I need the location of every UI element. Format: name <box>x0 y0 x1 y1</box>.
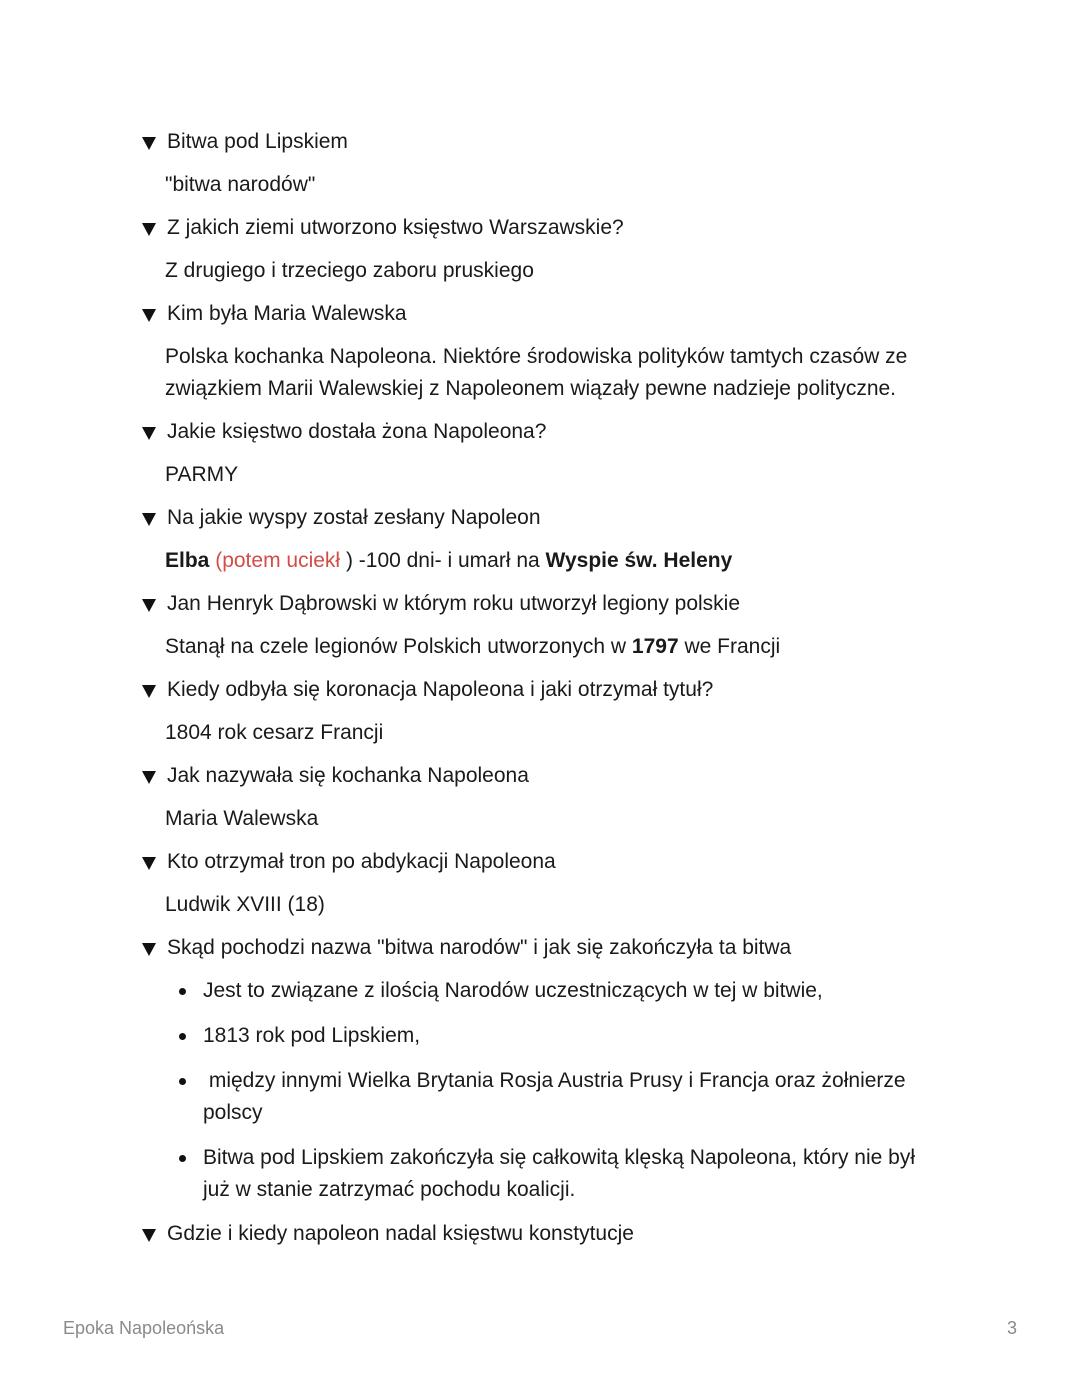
page-number: 3 <box>1006 1318 1017 1338</box>
list-item <box>178 1142 940 1206</box>
list-item <box>178 1020 940 1052</box>
toggle-question: Na jakie wyspy został zesłany Napoleon <box>167 506 541 529</box>
toggle-question: Skąd pochodzi nazwa "bitwa narodów" i jak się zakończyła ta bitwa <box>167 936 792 959</box>
toggle-bitwa-narodow <box>140 933 940 1206</box>
toggle-ksiestwo-zony <box>140 417 940 491</box>
toggle-answer: Maria Walewska <box>165 807 319 830</box>
toggle-header[interactable] <box>140 1219 940 1249</box>
bullet-dot-icon <box>179 1155 186 1162</box>
toggle-question: Jan Henryk Dąbrowski w którym roku utworzył legiony polskie <box>167 592 741 615</box>
toggle-header[interactable] <box>140 933 940 963</box>
toggle-answer: Z drugiego i trzeciego zaboru pruskiego <box>165 259 534 282</box>
toggle-question: Gdzie i kiedy napoleon nadal księstwu konstytucje <box>167 1222 634 1245</box>
toggle-triangle-icon[interactable] <box>142 685 156 698</box>
toggle-question: Bitwa pod Lipskiem <box>167 130 348 153</box>
toggle-question: Jak nazywała się kochanka Napoleona <box>167 764 529 787</box>
toggle-answer: PARMY <box>165 463 239 486</box>
answer-bold-helena: Wyspie św. Heleny <box>545 549 733 572</box>
bullet-list <box>140 975 940 1206</box>
bullet-dot-icon <box>179 988 186 995</box>
toggle-question: Kiedy odbyła się koronacja Napoleona i jaki otrzymał tytuł? <box>167 678 714 701</box>
answer-bold-year: 1797 <box>631 635 679 658</box>
toggle-header[interactable] <box>140 299 940 329</box>
toggle-header[interactable] <box>140 675 940 705</box>
toggle-triangle-icon[interactable] <box>142 771 156 784</box>
answer-text: Stanął na czele legionów Polskich utworzonych w <box>165 635 627 658</box>
toggle-triangle-icon[interactable] <box>142 309 156 322</box>
toggle-answer: "bitwa narodów" <box>165 173 316 196</box>
toggle-maria-walewska <box>140 299 940 405</box>
toggle-triangle-icon[interactable] <box>142 1229 156 1242</box>
toggle-header[interactable] <box>140 503 940 533</box>
answer-red-note: (potem uciekł <box>215 549 341 572</box>
bullet-dot-icon <box>179 1033 186 1040</box>
list-item-text: 1813 rok pod Lipskiem, <box>203 1024 421 1047</box>
toggle-header[interactable] <box>140 761 940 791</box>
toggle-header[interactable] <box>140 417 940 447</box>
toggle-header[interactable] <box>140 127 940 157</box>
toggle-koronacja <box>140 675 940 749</box>
toggle-answer <box>140 545 940 577</box>
list-item-text: między innymi Wielka Brytania Rosja Austria Prusy i Francja oraz żołnierze polscy <box>203 1069 912 1124</box>
answer-text: ) -100 dni- i umarł na <box>345 549 540 572</box>
toggle-header[interactable] <box>140 589 940 619</box>
toggle-question: Z jakich ziemi utworzono księstwo Warszawskie? <box>167 216 624 239</box>
toggle-header[interactable] <box>140 847 940 877</box>
toggle-wyspy-zeslania <box>140 503 940 577</box>
toggle-triangle-icon[interactable] <box>142 857 156 870</box>
bullet-dot-icon <box>179 1078 186 1085</box>
list-item <box>178 1065 940 1129</box>
toggle-triangle-icon[interactable] <box>142 137 156 150</box>
toggle-tron-po-abdykacji <box>140 847 940 921</box>
toggle-question: Kto otrzymał tron po abdykacji Napoleona <box>167 850 556 873</box>
toggle-dabrowski-legiony <box>140 589 940 663</box>
toggle-answer: 1804 rok cesarz Francji <box>165 721 384 744</box>
toggle-answer: Ludwik XVIII (18) <box>165 893 325 916</box>
footer-title: Epoka Napoleońska <box>63 1318 225 1338</box>
toggle-triangle-icon[interactable] <box>142 427 156 440</box>
toggle-triangle-icon[interactable] <box>142 223 156 236</box>
toggle-answer: Polska kochanka Napoleona. Niektóre środowiska polityków tamtych czasów ze związkiem Marii Walewskiej z Napoleonem wiązały pewne nadzieje polityczne. <box>165 345 908 400</box>
toggle-answer <box>140 631 940 663</box>
toggle-ksiestwo-warszawskie <box>140 213 940 287</box>
toggle-kochanka <box>140 761 940 835</box>
toggle-triangle-icon[interactable] <box>142 599 156 612</box>
answer-bold-elba: Elba <box>165 549 210 572</box>
toggle-question: Jakie księstwo dostała żona Napoleona? <box>167 420 547 443</box>
toggle-list <box>140 127 940 1261</box>
toggle-triangle-icon[interactable] <box>142 943 156 956</box>
answer-text: we Francji <box>684 635 781 658</box>
list-item-text: Bitwa pod Lipskiem zakończyła się całkowitą klęską Napoleona, który nie był już w stanie zatrzymać pochodu koalicji. <box>203 1146 916 1201</box>
list-item <box>178 975 940 1007</box>
list-item-text: Jest to związane z ilością Narodów uczestniczących w tej w bitwie, <box>203 979 823 1002</box>
toggle-triangle-icon[interactable] <box>142 513 156 526</box>
toggle-konstytucja <box>140 1219 940 1249</box>
toggle-question: Kim była Maria Walewska <box>167 302 407 325</box>
toggle-bitwa-pod-lipskiem <box>140 127 940 201</box>
toggle-header[interactable] <box>140 213 940 243</box>
